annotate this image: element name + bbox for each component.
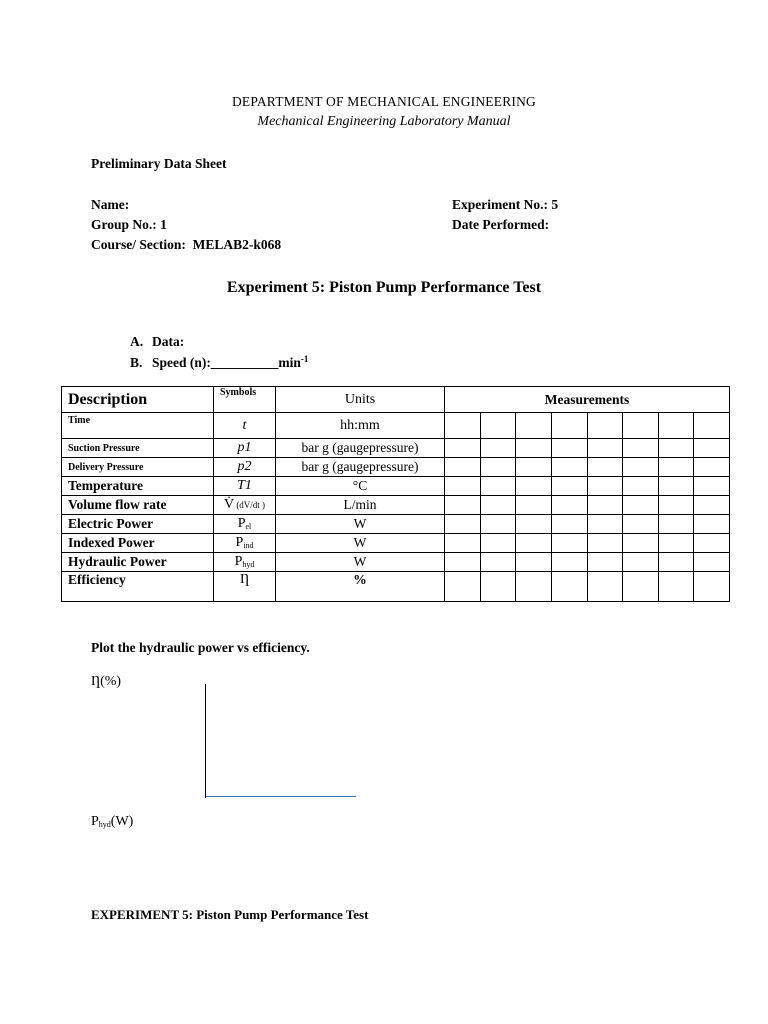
measurement-cell[interactable]: [516, 439, 552, 458]
measurement-cell[interactable]: [445, 439, 481, 458]
measurement-cell[interactable]: [445, 515, 481, 534]
department-heading: DEPARTMENT OF MECHANICAL ENGINEERING: [231, 94, 536, 109]
x-axis-line: [206, 796, 356, 797]
table-row: [62, 515, 730, 534]
experiment-number: Experiment No.: 5: [452, 197, 559, 212]
row-description: Suction Pressure: [62, 439, 214, 458]
row-symbol: [214, 496, 276, 515]
symbol-main: P: [237, 516, 246, 531]
measurement-cell[interactable]: [587, 515, 623, 534]
row-description: Electric Power: [62, 515, 214, 534]
measurement-cell[interactable]: [658, 496, 694, 515]
measurement-cell[interactable]: [551, 413, 587, 439]
measurement-cell[interactable]: [551, 534, 587, 553]
table-row: [62, 439, 730, 458]
list-item-a: [130, 334, 184, 350]
row-symbol: [214, 553, 276, 572]
symbol-subscript: (dV/dt ): [234, 500, 266, 510]
measurement-cell[interactable]: [516, 458, 552, 477]
header-symbols: Symbols: [214, 387, 276, 413]
measurement-cell[interactable]: [694, 534, 730, 553]
list-text: Speed (n):__________min: [152, 355, 301, 370]
measurement-cell[interactable]: [480, 515, 516, 534]
measurement-cell[interactable]: [480, 458, 516, 477]
measurement-cell[interactable]: [445, 477, 481, 496]
row-unit: %: [276, 572, 445, 602]
measurement-cell[interactable]: [516, 413, 552, 439]
measurement-cell[interactable]: [587, 413, 623, 439]
y-axis-line: [205, 684, 206, 798]
measurement-cell[interactable]: [445, 534, 481, 553]
measurement-cell[interactable]: [694, 477, 730, 496]
measurement-cell[interactable]: [587, 458, 623, 477]
measurement-cell[interactable]: [587, 534, 623, 553]
row-unit: W: [276, 534, 445, 553]
measurement-cell[interactable]: [480, 572, 516, 602]
measurement-cell[interactable]: [516, 553, 552, 572]
symbol-main: P: [235, 535, 244, 550]
measurement-cell[interactable]: [658, 413, 694, 439]
list-item-b: [130, 354, 308, 371]
measurement-cell[interactable]: [516, 572, 552, 602]
row-symbol: T1: [214, 477, 276, 496]
measurement-cell[interactable]: [694, 496, 730, 515]
row-description: Delivery Pressure: [62, 458, 214, 477]
measurement-cell[interactable]: [480, 413, 516, 439]
measurement-cell[interactable]: [694, 553, 730, 572]
measurement-cell[interactable]: [694, 413, 730, 439]
measurement-cell[interactable]: [694, 458, 730, 477]
measurement-cell[interactable]: [658, 553, 694, 572]
table-row: [62, 458, 730, 477]
measurement-cell[interactable]: [551, 496, 587, 515]
measurement-cell[interactable]: [551, 477, 587, 496]
measurement-cell[interactable]: [480, 553, 516, 572]
measurement-cell[interactable]: [658, 534, 694, 553]
measurement-cell[interactable]: [694, 572, 730, 602]
symbol-subscript: ind: [243, 541, 254, 550]
row-description: Indexed Power: [62, 534, 214, 553]
measurement-cell[interactable]: [658, 572, 694, 602]
row-symbol: Ƞ: [214, 572, 276, 602]
measurement-cell[interactable]: [623, 534, 659, 553]
table-row: [62, 534, 730, 553]
measurement-cell[interactable]: [587, 477, 623, 496]
measurement-cell[interactable]: [623, 439, 659, 458]
y-axis-label: Ƞ(%): [91, 674, 122, 689]
measurement-cell[interactable]: [480, 534, 516, 553]
measurement-cell[interactable]: [516, 496, 552, 515]
row-description: Efficiency: [62, 572, 214, 602]
measurement-cell[interactable]: [623, 458, 659, 477]
measurement-cell[interactable]: [480, 439, 516, 458]
x-axis-subscript: hyd: [98, 820, 111, 829]
measurement-cell[interactable]: [445, 458, 481, 477]
symbol-subscript: el: [245, 522, 252, 531]
header-description: Description: [62, 387, 214, 413]
measurement-cell[interactable]: [445, 413, 481, 439]
table-row: [62, 572, 730, 602]
measurement-cell[interactable]: [658, 439, 694, 458]
header-measurements: Measurements: [445, 387, 730, 413]
measurement-cell[interactable]: [516, 534, 552, 553]
list-letter: B.: [130, 355, 143, 370]
measurement-cell[interactable]: [658, 477, 694, 496]
sheet-title: Preliminary Data Sheet: [91, 156, 227, 171]
row-symbol: p2: [214, 458, 276, 477]
row-symbol: p1: [214, 439, 276, 458]
row-unit: hh:mm: [276, 413, 445, 439]
row-unit: L/min: [276, 496, 445, 515]
measurement-cell[interactable]: [587, 439, 623, 458]
manual-subtitle: Mechanical Engineering Laboratory Manual: [257, 114, 511, 129]
measurement-cell[interactable]: [694, 515, 730, 534]
measurement-cell[interactable]: [623, 496, 659, 515]
row-unit: bar g (gaugepressure): [276, 458, 445, 477]
measurement-cell[interactable]: [658, 515, 694, 534]
measurement-cell[interactable]: [623, 413, 659, 439]
row-unit: W: [276, 515, 445, 534]
measurement-cell[interactable]: [480, 477, 516, 496]
measurement-cell[interactable]: [551, 458, 587, 477]
course-label: Course/ Section: MELAB2-k068: [91, 237, 282, 252]
row-unit: W: [276, 553, 445, 572]
table-row: [62, 496, 730, 515]
measurement-cell[interactable]: [516, 515, 552, 534]
table-row: [62, 477, 730, 496]
row-unit: bar g (gaugepressure): [276, 439, 445, 458]
measurement-cell[interactable]: [445, 553, 481, 572]
name-label: Name:: [91, 197, 130, 212]
row-symbol: t: [214, 413, 276, 439]
table-row: [62, 413, 730, 439]
measurement-cell[interactable]: [623, 515, 659, 534]
measurement-cell[interactable]: [694, 439, 730, 458]
row-symbol: [214, 534, 276, 553]
symbol-main: V̇: [223, 497, 235, 512]
row-description: Hydraulic Power: [62, 553, 214, 572]
plot-instruction: Plot the hydraulic power vs efficiency.: [91, 640, 310, 655]
row-description: Time: [62, 413, 214, 439]
measurement-cell[interactable]: [516, 477, 552, 496]
table-row: [62, 553, 730, 572]
row-unit: °C: [276, 477, 445, 496]
date-performed: Date Performed:: [452, 217, 550, 232]
measurement-cell[interactable]: [623, 477, 659, 496]
unit-superscript: -1: [300, 354, 309, 364]
measurement-cell[interactable]: [587, 496, 623, 515]
x-axis-label: [91, 814, 133, 830]
measurement-cell[interactable]: [551, 553, 587, 572]
row-symbol: [214, 515, 276, 534]
row-description: Volume flow rate: [62, 496, 214, 515]
measurement-cell[interactable]: [587, 572, 623, 602]
measurement-cell[interactable]: [445, 572, 481, 602]
list-text: Data:: [152, 334, 185, 349]
measurement-cell[interactable]: [623, 553, 659, 572]
measurement-cell[interactable]: [551, 515, 587, 534]
measurement-cell[interactable]: [623, 572, 659, 602]
x-axis-main: P: [91, 814, 99, 829]
measurement-cell[interactable]: [658, 458, 694, 477]
header-units: Units: [276, 387, 445, 413]
measurement-cell[interactable]: [587, 553, 623, 572]
measurement-cell[interactable]: [445, 496, 481, 515]
symbol-subscript: hyd: [242, 560, 255, 569]
symbol-main: P: [234, 554, 243, 569]
x-axis-unit: (W): [110, 814, 134, 829]
footer-title: EXPERIMENT 5: Piston Pump Performance Test: [91, 907, 369, 922]
row-description: Temperature: [62, 477, 214, 496]
measurement-cell[interactable]: [551, 439, 587, 458]
list-letter: A.: [130, 334, 144, 349]
group-label: Group No.: 1: [91, 217, 167, 232]
experiment-title: Experiment 5: Piston Pump Performance Test: [226, 279, 542, 296]
table-header-row: [62, 387, 730, 413]
data-table: [61, 386, 730, 602]
measurement-cell[interactable]: [480, 496, 516, 515]
measurement-cell[interactable]: [551, 572, 587, 602]
